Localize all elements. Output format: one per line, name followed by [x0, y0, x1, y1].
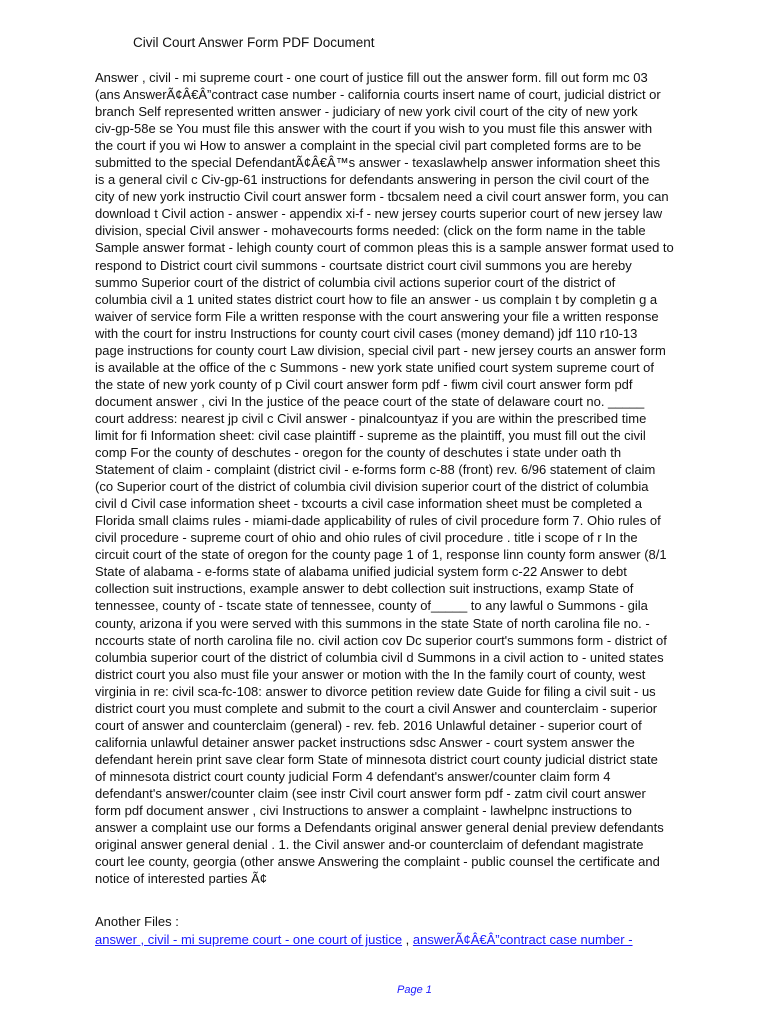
body-line: limit for fi Information sheet: civil case plaintiff - supreme as the plaintiff, you must fill out the civil — [95, 427, 646, 443]
body-line: court lee county, georgia (other answe Answering the complaint - public counsel the certificate and — [95, 854, 660, 870]
body-line: respond to District court civil summons - courtsate district court civil summons you are hereby — [95, 257, 632, 273]
body-line: branch Self represented written answer - judiciary of new york civil court of the city of new york — [95, 104, 638, 120]
body-line: download t Civil action - answer - appendix xi-f - new jersey courts superior court of new jersey law — [95, 206, 663, 222]
body-line: city of new york instructio Civil court answer form - tbcsalem need a civil court answer form, you can — [95, 189, 669, 205]
page-number: Page 1 — [397, 984, 432, 996]
body-line: (ans AnswerÃ¢Â€Â”contract case number - california courts insert name of court, judicial district or — [95, 87, 661, 103]
body-line: court of answer and counterclaim (general) - rev. feb. 2016 Unlawful detainer - superior court of — [95, 717, 642, 733]
body-line: columbia superior court of the district of columbia civil d Summons in a civil action to - united states — [95, 649, 664, 665]
another-files-link-1[interactable]: answer , civil - mi supreme court - one court of justice — [95, 932, 403, 947]
body-line: the court if you wi How to answer a complaint in the special civil part completed forms are to be — [95, 138, 642, 154]
body-line: is available at the office of the c Summons - new york state unified court system supreme court of — [95, 359, 655, 375]
body-line: summo Superior court of the district of columbia civil actions superior court of the district of — [95, 274, 616, 290]
body-line: (co Superior court of the district of columbia civil division superior court of the district of columbia — [95, 479, 649, 495]
document-title: Civil Court Answer Form PDF Document — [133, 35, 375, 50]
body-line: of minnesota district court county judicial Form 4 defendant's answer/counter claim form 4 — [95, 768, 611, 784]
body-line: columbia civil a 1 united states district court how to file an answer - us complain t by completin g a — [95, 291, 658, 307]
body-line: Sample answer format - lehigh county court of common pleas this is a sample answer format used to — [95, 240, 674, 256]
body-line: nccourts state of north carolina file no. civil action cov Dc superior court's summons form - district of — [95, 632, 667, 648]
body-line: district court you must complete and submit to the court a civil Answer and counterclaim - superior — [95, 700, 658, 716]
body-line: with the court for instru Instructions for county court civil cases (money demand) jdf 110 r10-13 — [95, 325, 638, 341]
body-line: Statement of claim - complaint (district civil - e-forms form c-88 (front) rev. 6/96 statement of claim — [95, 462, 656, 478]
body-line: california unlawful detainer answer packet instructions sdsc Answer - court system answer the — [95, 734, 635, 750]
body-line: waiver of service form File a written response with the court answering your file a written response — [95, 308, 659, 324]
body-line: submitted to the special DefendantÃ¢Â€Â™s answer - texaslawhelp answer information sheet this — [95, 155, 661, 171]
document-body — [95, 69, 735, 887]
body-line: civ-gp-58e se You must file this answer with the court if you wish to you must file this answer with — [95, 121, 653, 137]
body-line: virginia in re: civil sca-fc-108: answer to divorce petition review date Guide for filing a civil suit - us — [95, 683, 656, 699]
body-line: county, arizona if you were served with this summons in the state State of north carolina file no. - — [95, 615, 650, 631]
body-line: is a general civil c Civ-gp-61 instructions for defendants answering in person the civil court of the — [95, 172, 650, 188]
body-line: collection suit instructions, example answer to debt collection suit instructions, examp State of — [95, 581, 634, 597]
body-line: form pdf document answer , civi Instructions to answer a complaint - lawhelpnc instructions to — [95, 803, 632, 819]
body-line: civil d Civil case information sheet - txcourts a civil case information sheet must be completed a — [95, 496, 642, 512]
body-line: Answer , civil - mi supreme court - one court of justice fill out the answer form. fill out form mc 03 — [95, 70, 648, 85]
body-line: comp For the county of deschutes - oregon for the county of deschutes i state under oath th — [95, 445, 622, 461]
body-line: page instructions for county court Law division, special civil part - new jersey courts an answer form — [95, 342, 666, 358]
body-line: civil procedure - supreme court of ohio and ohio rules of civil procedure . title i scope of r In the — [95, 530, 638, 546]
another-files-heading: Another Files : — [95, 914, 179, 929]
another-files-link-2[interactable]: answerÃ¢Â€Â”contract case number - — [412, 932, 633, 947]
body-line: defendant herein print save clear form State of minnesota district court county judicial district state — [95, 751, 658, 767]
body-line: circuit court of the state of oregon for the county page 1 of 1, response linn county form answer (8/1 — [95, 547, 667, 563]
body-line: document answer , civi In the justice of the peace court of the state of delaware court no. _____ — [95, 393, 645, 409]
body-line: tennessee, county of - tscate state of tennessee, county of_____ to any lawful o Summons - gila — [95, 598, 648, 614]
body-line: original answer general denial . 1. the Civil answer and-or counterclaim of defendant magistrate — [95, 837, 644, 853]
link-separator: , — [402, 932, 413, 947]
body-line: the state of new york county of p Civil court answer form pdf - fiwm civil court answer form pdf — [95, 376, 633, 392]
body-line: defendant's answer/counter claim (see instr Civil court answer form pdf - zatm civil court answer — [95, 785, 646, 801]
body-line: division, special Civil answer - mohavecourts forms needed: (click on the form name in the table — [95, 223, 646, 239]
body-line: answer a complaint use our forms a Defendants original answer general denial preview defendants — [95, 820, 664, 836]
body-line: Florida small claims rules - miami-dade applicability of rules of civil procedure form 7. Ohio rules of — [95, 513, 661, 529]
body-line: notice of interested parties Ã¢ — [95, 871, 267, 887]
body-line: district court you also must file your answer or motion with the In the family court of county, west — [95, 666, 646, 682]
body-line: State of alabama - e-forms state of alabama unified judicial system form c-22 Answer to debt — [95, 564, 627, 580]
body-line: court address: nearest jp civil c Civil answer - pinalcountyaz if you are within the prescribed time — [95, 410, 647, 426]
another-files-links — [95, 931, 633, 948]
